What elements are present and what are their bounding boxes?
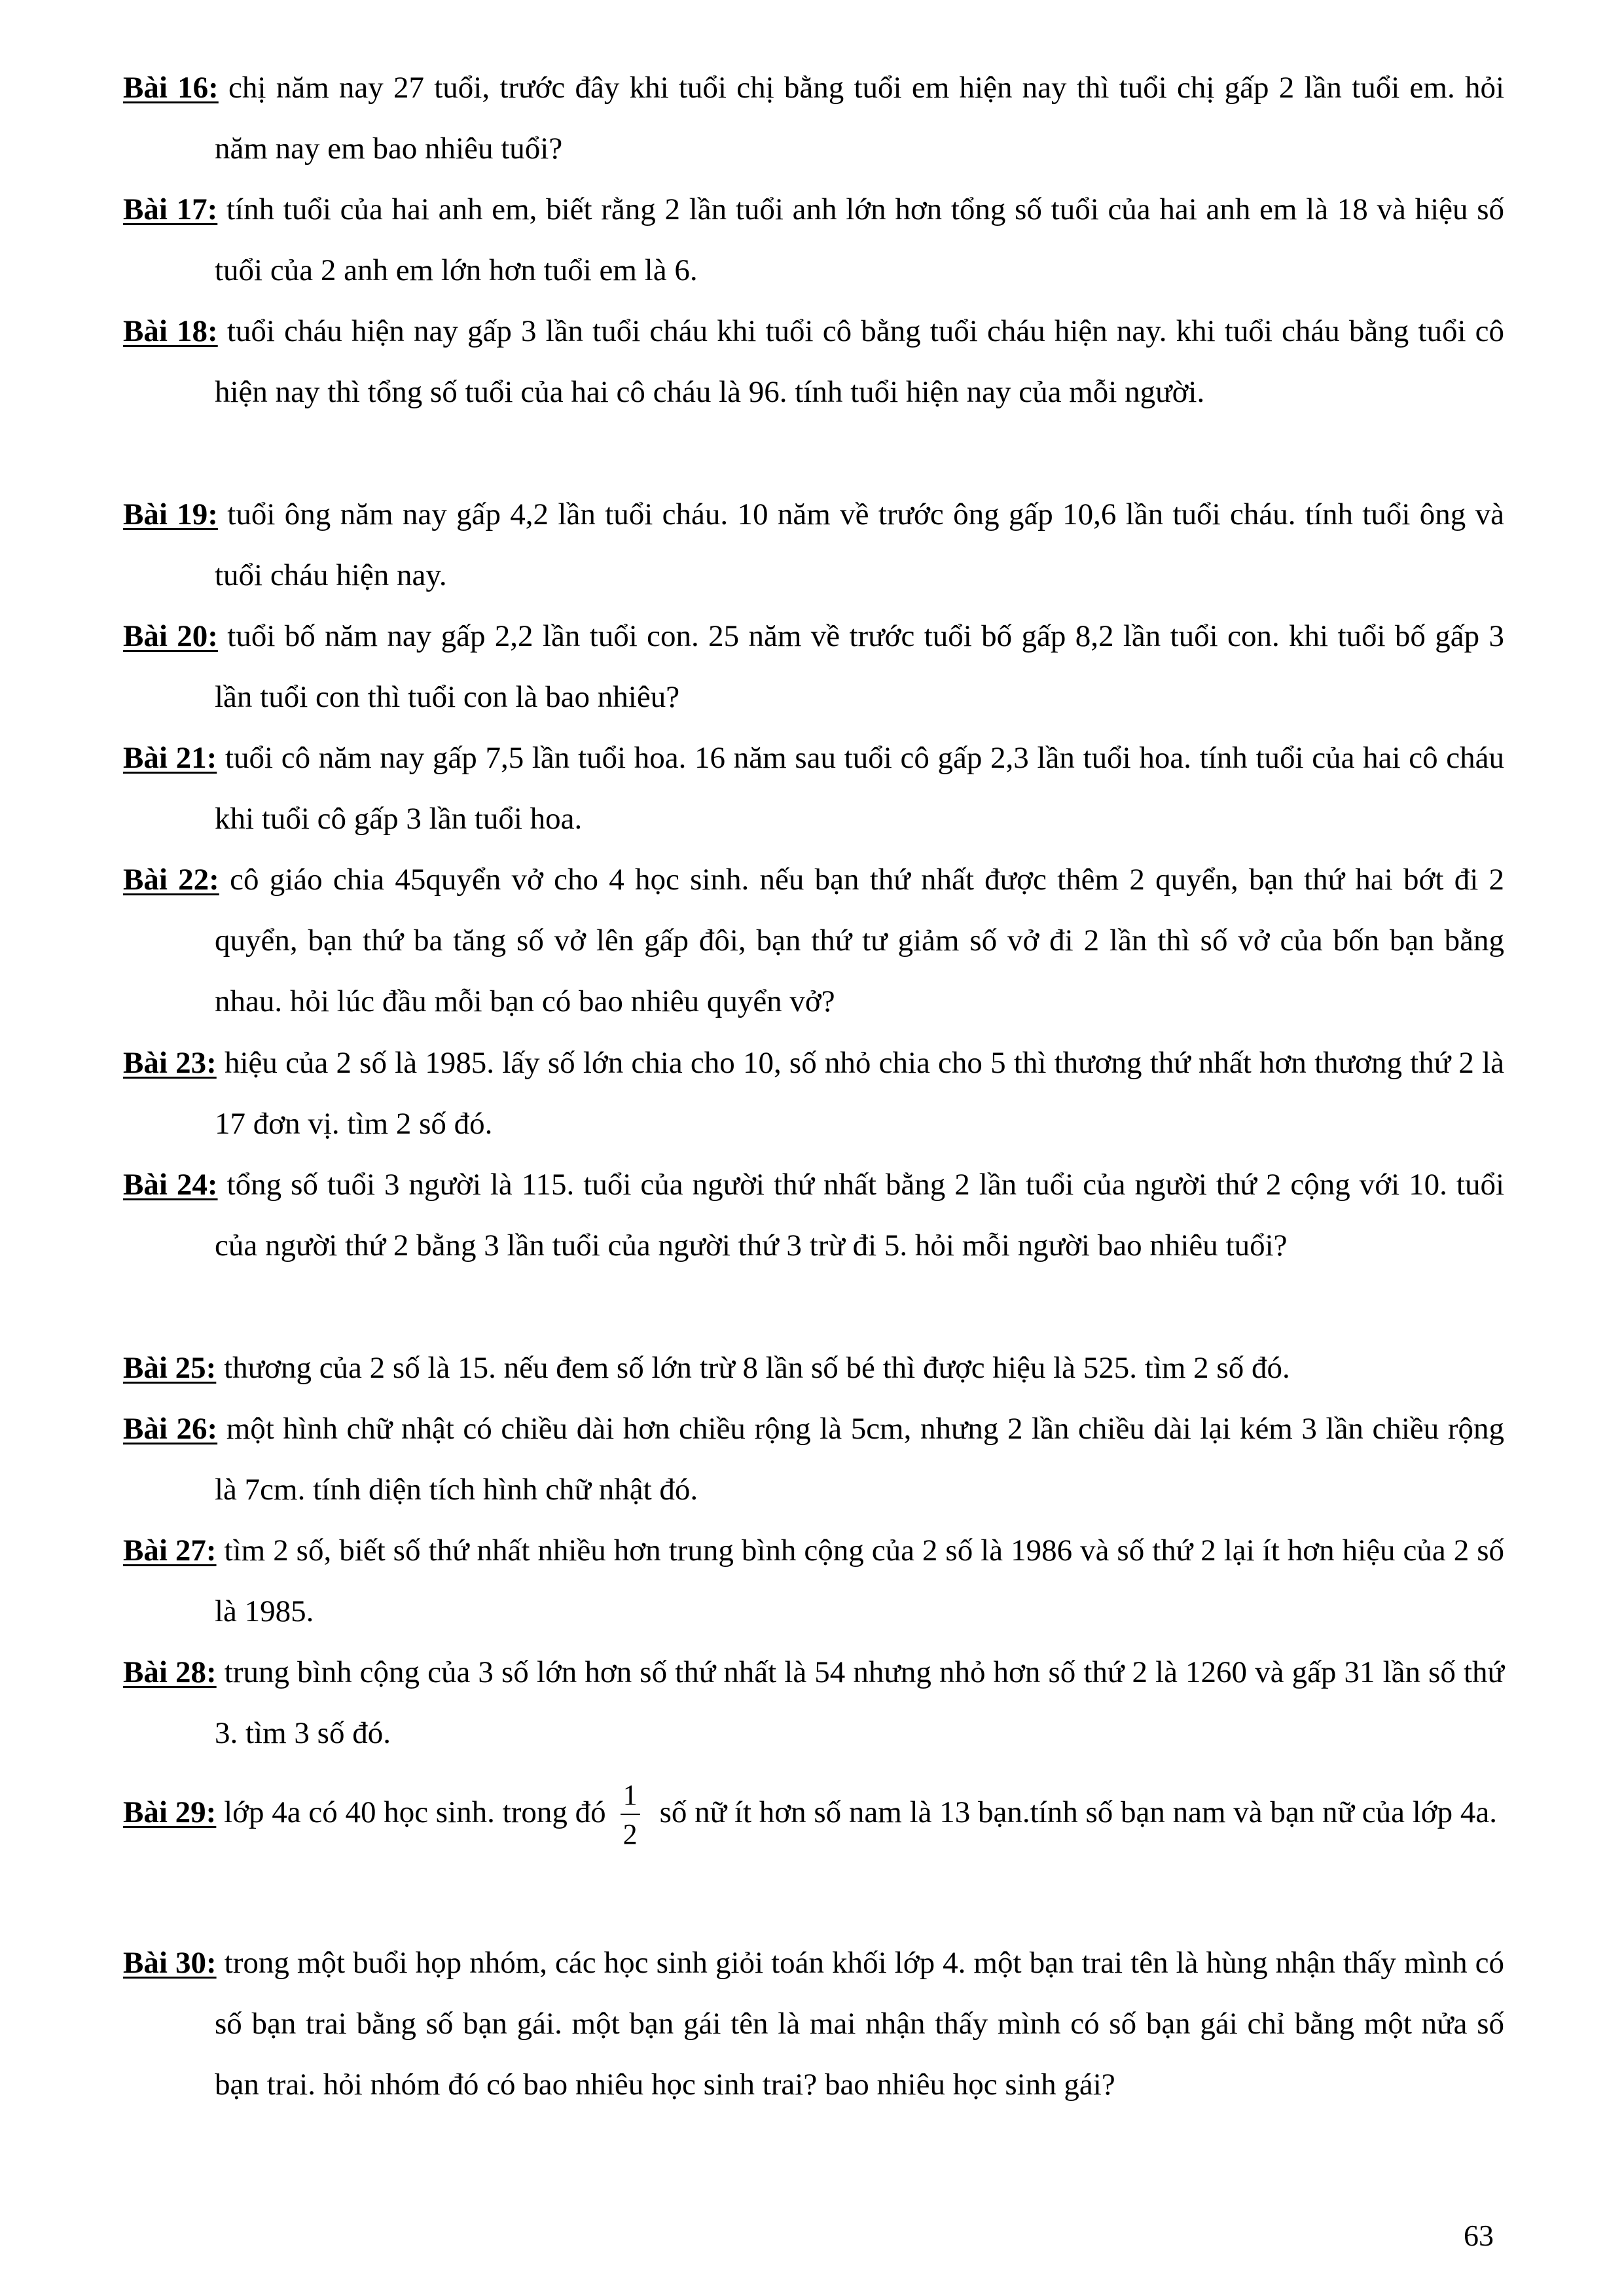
- problem-29: [123, 1774, 1504, 1851]
- problem-26: [123, 1399, 1504, 1520]
- problem-label: Bài 23:: [123, 1046, 217, 1080]
- problem-text: tuổi cháu hiện nay gấp 3 lần tuổi cháu khi tuổi cô bằng tuổi cháu hiện nay. khi tuổi cháu bằng tuổi cô hiện nay thì tổng số tuổi của hai cô cháu là 96. tính tuổi hiện nay của mỗi người.: [215, 314, 1504, 409]
- problem-label: Bài 28:: [123, 1655, 217, 1689]
- problem-label: Bài 29:: [123, 1795, 217, 1829]
- problem-20: [123, 606, 1504, 728]
- problem-16: [123, 58, 1504, 179]
- problem-23: [123, 1033, 1504, 1155]
- problem-text: số nữ ít hơn số nam là 13 bạn.tính số bạn nam và bạn nữ của lớp 4a.: [659, 1795, 1497, 1829]
- problem-19: [123, 484, 1504, 606]
- problem-text: lớp 4a có 40 học sinh. trong đó: [216, 1795, 606, 1829]
- fraction-numerator: 1: [621, 1781, 640, 1815]
- problem-label: Bài 30:: [123, 1946, 217, 1980]
- problem-17: [123, 179, 1504, 301]
- problem-label: Bài 19:: [123, 497, 218, 531]
- problem-label: Bài 25:: [123, 1351, 217, 1385]
- problem-text: một hình chữ nhật có chiều dài hơn chiều rộng là 5cm, nhưng 2 lần chiều dài lại kém 3 lần chiều rộng là 7cm. tính diện tích hình chữ nhật đó.: [215, 1412, 1505, 1507]
- problem-text: trung bình cộng của 3 số lớn hơn số thứ nhất là 54 nhưng nhỏ hơn số thứ 2 là 1260 và gấp 31 lần số thứ 3. tìm 3 số đó.: [215, 1655, 1504, 1750]
- problem-text: trong một buổi họp nhóm, các học sinh giỏi toán khối lớp 4. một bạn trai tên là hùng nhận thấy mình có số bạn trai bằng số bạn gái. một bạn gái tên là mai nhận thấy mình có số bạn gái chỉ bằng một nửa số bạn trai. hỏi nhóm đó có bao nhiêu học sinh trai? bao nhiêu học sinh gái?: [215, 1946, 1504, 2102]
- problem-text: thương của 2 số là 15. nếu đem số lớn trừ 8 lần số bé thì được hiệu là 525. tìm 2 số đó.: [216, 1351, 1290, 1385]
- fraction: [621, 1781, 640, 1849]
- problem-25: [123, 1338, 1504, 1399]
- page-number: 63: [1464, 2219, 1494, 2252]
- problem-text: cô giáo chia 45quyển vở cho 4 học sinh. nếu bạn thứ nhất được thêm 2 quyển, bạn thứ hai bớt đi 2 quyển, bạn thứ ba tăng số vở lên gấp đôi, bạn thứ tư giảm số vở đi 2 lần thì số vở của bốn bạn bằng nhau. hỏi lúc đầu mỗi bạn có bao nhiêu quyển vở?: [215, 863, 1505, 1018]
- problem-24: [123, 1155, 1504, 1276]
- problem-18: [123, 301, 1504, 423]
- problem-label: Bài 27:: [123, 1534, 217, 1568]
- problem-28: [123, 1642, 1504, 1764]
- problem-text: tuổi cô năm nay gấp 7,5 lần tuổi hoa. 16 năm sau tuổi cô gấp 2,3 lần tuổi hoa. tính tuổi của hai cô cháu khi tuổi cô gấp 3 lần tuổi hoa.: [215, 741, 1505, 836]
- problem-label: Bài 18:: [123, 314, 218, 348]
- problem-text: hiệu của 2 số là 1985. lấy số lớn chia cho 10, số nhỏ chia cho 5 thì thương thứ nhất hơn thương thứ 2 là 17 đơn vị. tìm 2 số đó.: [215, 1046, 1505, 1141]
- problem-label: Bài 26:: [123, 1412, 218, 1446]
- problem-text: tuổi ông năm nay gấp 4,2 lần tuổi cháu. 10 năm về trước ông gấp 10,6 lần tuổi cháu. tính tuổi ông và tuổi cháu hiện nay.: [215, 497, 1504, 592]
- problem-text: tìm 2 số, biết số thứ nhất nhiều hơn trung bình cộng của 2 số là 1986 và số thứ 2 lại ít hơn hiệu của 2 số là 1985.: [215, 1534, 1504, 1628]
- problem-30: [123, 1933, 1504, 2115]
- problem-21: [123, 728, 1504, 850]
- problem-label: Bài 20:: [123, 619, 218, 653]
- problem-27: [123, 1520, 1504, 1642]
- problem-22: [123, 850, 1504, 1032]
- fraction-denominator: 2: [623, 1818, 638, 1851]
- problem-text: tổng số tuổi 3 người là 115. tuổi của người thứ nhất bằng 2 lần tuổi của người thứ 2 cộng với 10. tuổi của người thứ 2 bằng 3 lần tuổi của người thứ 3 trừ đi 5. hỏi mỗi người bao nhiêu tuổi?: [215, 1168, 1505, 1263]
- problem-label: Bài 24:: [123, 1168, 218, 1202]
- problem-text: tính tuổi của hai anh em, biết rằng 2 lần tuổi anh lớn hơn tổng số tuổi của hai anh em là 18 và hiệu số tuổi của 2 anh em lớn hơn tuổi em là 6.: [215, 192, 1504, 287]
- problem-label: Bài 21:: [123, 741, 217, 775]
- problem-label: Bài 17:: [123, 192, 218, 226]
- problem-text: tuổi bố năm nay gấp 2,2 lần tuổi con. 25 năm về trước tuổi bố gấp 8,2 lần tuổi con. khi tuổi bố gấp 3 lần tuổi con thì tuổi con là bao nhiêu?: [215, 619, 1504, 714]
- problem-label: Bài 16:: [123, 71, 219, 105]
- problem-label: Bài 22:: [123, 863, 219, 897]
- problem-text: chị năm nay 27 tuổi, trước đây khi tuổi chị bằng tuổi em hiện nay thì tuổi chị gấp 2 lần tuổi em. hỏi năm nay em bao nhiêu tuổi?: [215, 71, 1504, 166]
